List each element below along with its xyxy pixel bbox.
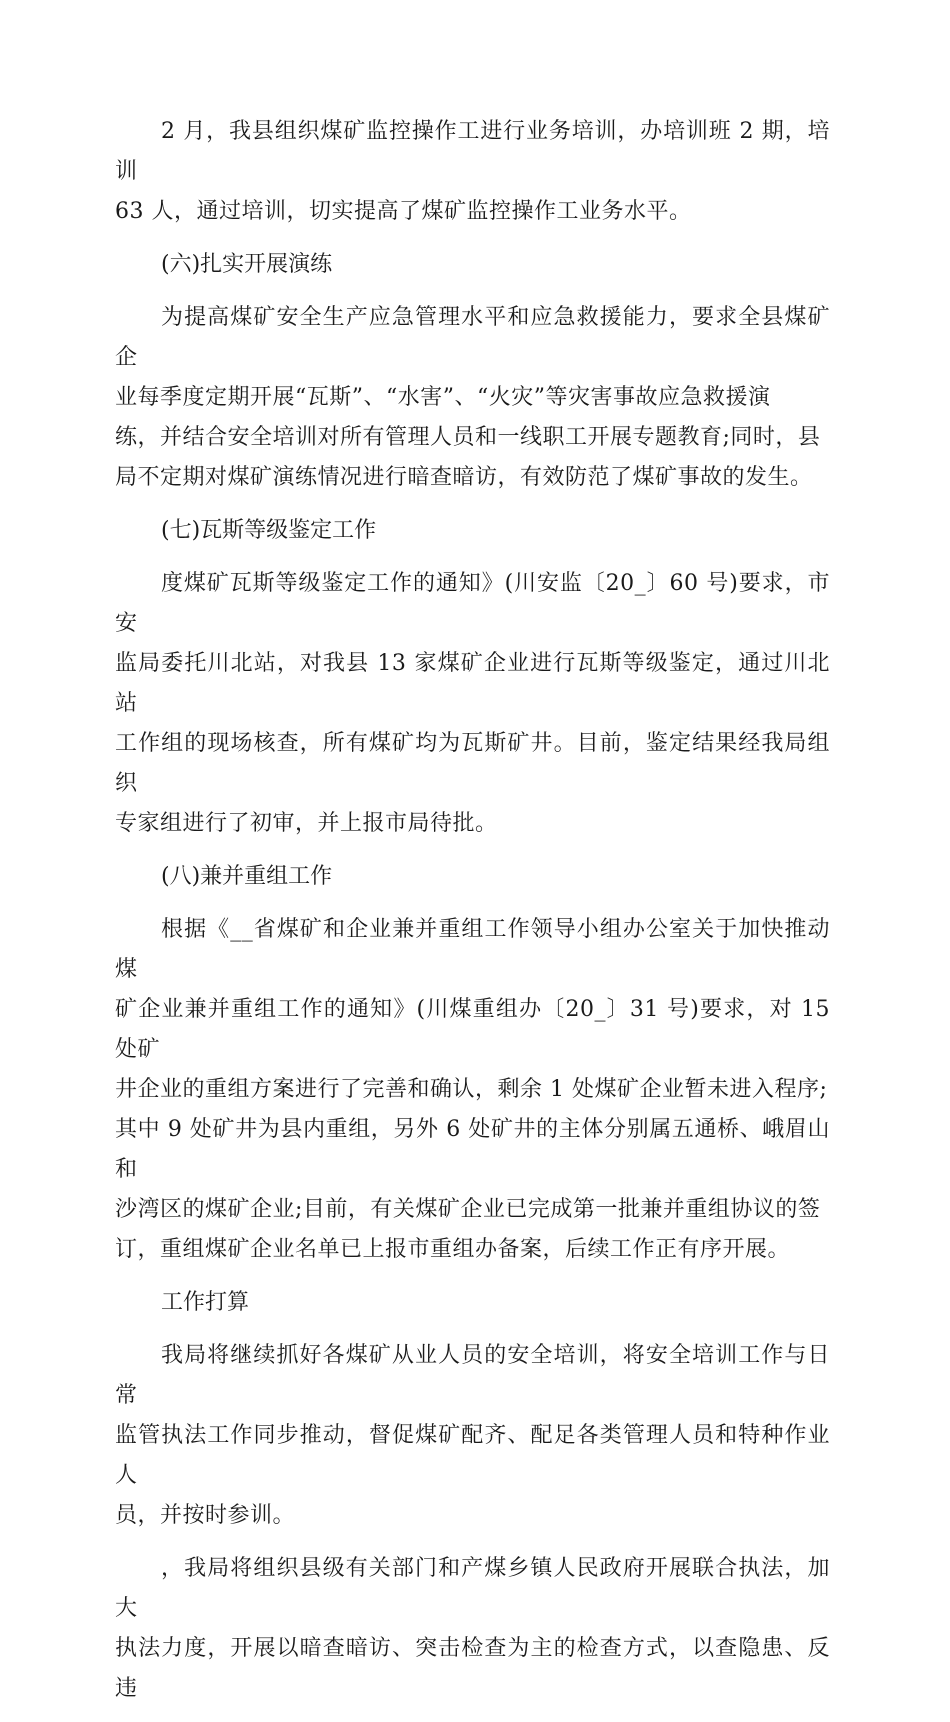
text-line: 局不定期对煤矿演练情况进行暗查暗访，有效防范了煤矿事故的发生。	[115, 465, 813, 490]
section-heading-drills: (六)扎实开展演练	[161, 252, 333, 277]
document-page	[115, 112, 830, 1722]
text-line: ，我局将组织县级有关部门和产煤乡镇人民政府开展联合执法，加大	[115, 1556, 830, 1621]
text-line: 练，并结合安全培训对所有管理人员和一线职工开展专题教育;同时，县	[115, 425, 821, 450]
paragraph-training-plan	[115, 1336, 830, 1536]
text-line: 根据《__省煤矿和企业兼并重组工作领导小组办公室关于加快推动煤	[115, 917, 830, 982]
text-line: 员，并按时参训。	[115, 1503, 296, 1528]
text-line: 63 人，通过培训，切实提高了煤矿监控操作工业务水平。	[115, 199, 692, 224]
text-line: 执法力度，开展以暗查暗访、突击检查为主的检查方式，以查隐患、反违	[115, 1636, 830, 1701]
text-line: 井企业的重组方案进行了完善和确认，剩余 1 处煤矿企业暂未进入程序;	[115, 1077, 828, 1102]
paragraph-merger	[115, 910, 830, 1270]
text-line: 我局将继续抓好各煤矿从业人员的安全培训，将安全培训工作与日常	[115, 1343, 830, 1408]
text-line: 为提高煤矿安全生产应急管理水平和应急救援能力，要求全县煤矿企	[115, 305, 830, 370]
text-line: 度煤矿瓦斯等级鉴定工作的通知》(川安监〔20_〕60 号)要求，市安	[115, 571, 830, 636]
text-line: 工作组的现场核查，所有煤矿均为瓦斯矿井。目前，鉴定结果经我局组织	[115, 731, 830, 796]
text-line: 专家组进行了初审，并上报市局待批。	[115, 811, 498, 836]
text-line: 监局委托川北站，对我县 13 家煤矿企业进行瓦斯等级鉴定，通过川北站	[115, 651, 830, 716]
paragraph-drills	[115, 298, 830, 498]
paragraph-monitor-training	[115, 112, 830, 232]
text-line: 沙湾区的煤矿企业;目前，有关煤矿企业已完成第一批兼并重组协议的签	[115, 1197, 821, 1222]
text-line: 业每季度定期开展“瓦斯”、“水害”、“火灾”等灾害事故应急救援演	[115, 385, 771, 410]
text-line: 订，重组煤矿企业名单已上报市重组办备案，后续工作正有序开展。	[115, 1237, 791, 1262]
section-heading-gas-grading: (七)瓦斯等级鉴定工作	[161, 518, 377, 543]
section-heading-work-plan: 工作打算	[161, 1290, 250, 1315]
text-line: 其中 9 处矿井为县内重组，另外 6 处矿井的主体分别属五通桥、峨眉山和	[115, 1117, 830, 1182]
text-line: 矿企业兼并重组工作的通知》(川煤重组办〔20_〕31 号)要求，对 15 处矿	[115, 997, 830, 1062]
text-line: 监管执法工作同步推动，督促煤矿配齐、配足各类管理人员和特种作业人	[115, 1423, 830, 1488]
paragraph-gas-grading	[115, 564, 830, 844]
text-line: 2 月，我县组织煤矿监控操作工进行业务培训，办培训班 2 期，培训	[115, 119, 830, 184]
section-heading-merger: (八)兼并重组工作	[161, 864, 333, 889]
paragraph-joint-enforcement	[115, 1549, 830, 1709]
